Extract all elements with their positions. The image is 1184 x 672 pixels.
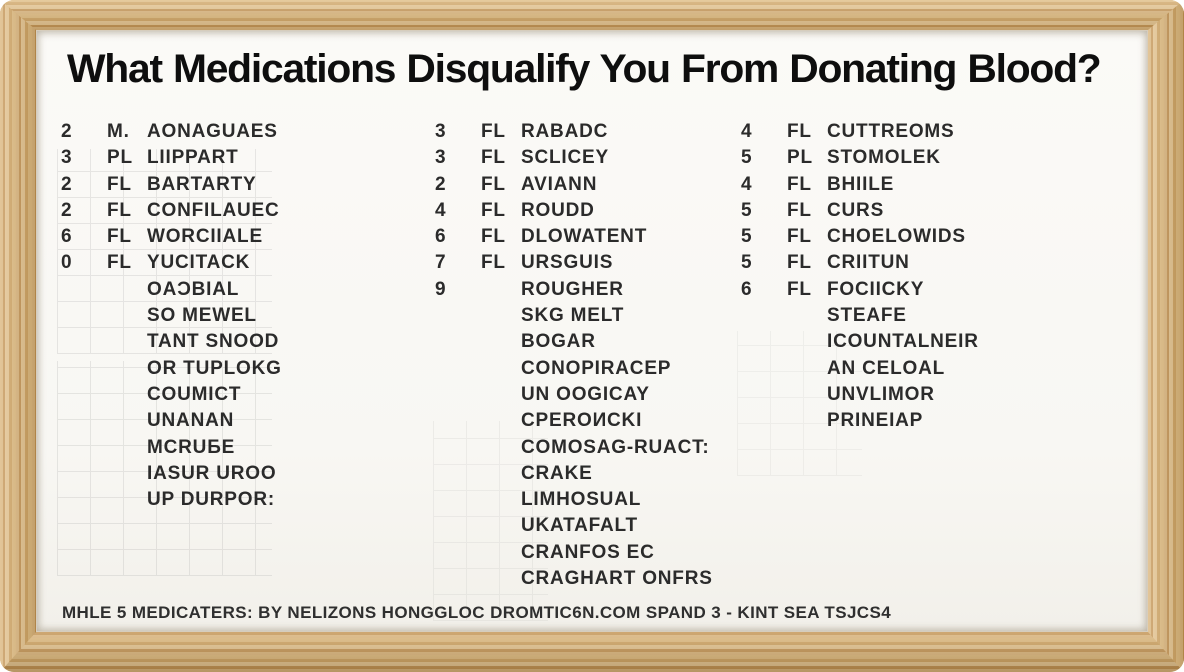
list-item (61, 408, 282, 434)
row-prefix (481, 435, 521, 461)
row-name: CRAKE (521, 462, 593, 484)
row-name: AVIANN (521, 173, 598, 195)
list-item (435, 356, 713, 382)
row-number (435, 356, 481, 382)
list-item (435, 303, 713, 329)
list-item (61, 250, 282, 276)
row-number (435, 540, 481, 566)
row-name: BARTARTY (147, 173, 257, 195)
row-name: ICOUNTALNEIR (827, 331, 979, 353)
list-item (61, 356, 282, 382)
row-number: 9 (435, 278, 447, 300)
row-prefix (481, 329, 521, 355)
row-name: CURS (827, 199, 885, 221)
row-prefix: FL (107, 173, 132, 195)
list-item (741, 224, 979, 250)
row-prefix (107, 408, 147, 434)
row-number (435, 487, 481, 513)
list-item (435, 119, 713, 145)
row-prefix (787, 408, 827, 434)
row-prefix: FL (107, 226, 132, 248)
row-number (61, 487, 107, 513)
footer-caption: MHLE 5 MEDICATERS: BY NELIZONS HONGGLOC DROMTIC6N.COM SPAND 3 - KINT SEA TSJCS4 (62, 603, 892, 622)
row-prefix: PL (107, 147, 133, 169)
row-prefix (481, 382, 521, 408)
row-prefix: FL (787, 173, 812, 195)
row-name: ROUGHER (521, 278, 624, 300)
row-name: BOGAR (521, 331, 596, 353)
row-prefix (481, 461, 521, 487)
list-item (435, 435, 713, 461)
row-name: DLOWATENT (521, 226, 648, 248)
list-item (435, 172, 713, 198)
row-number (435, 408, 481, 434)
row-name: UNVLIMOR (827, 383, 935, 405)
list-item (61, 461, 282, 487)
row-prefix: FL (787, 121, 812, 142)
medication-column-3 (741, 119, 979, 435)
row-number: 4 (435, 199, 447, 221)
row-prefix (481, 566, 521, 592)
row-name: TANT SNOOD (147, 331, 280, 353)
row-name: SCLICEY (521, 147, 609, 169)
row-number: 3 (61, 147, 73, 169)
row-number (61, 382, 107, 408)
row-prefix (787, 382, 827, 408)
list-item (435, 145, 713, 171)
list-item (435, 329, 713, 355)
row-name: COMOSAG-RUACT: (521, 436, 710, 458)
list-item (435, 487, 713, 513)
page-title: What Medications Disqualify You From Donating Blood? (67, 47, 1101, 91)
row-number (435, 329, 481, 355)
row-prefix: FL (107, 199, 132, 221)
row-prefix (107, 382, 147, 408)
row-name: WORCIIALE (147, 226, 263, 248)
frame-left-rail (0, 0, 36, 672)
row-number: 5 (741, 226, 753, 248)
row-number (61, 408, 107, 434)
frame-right-rail (1148, 0, 1184, 672)
row-prefix (107, 487, 147, 513)
row-number: 4 (741, 121, 753, 142)
row-number: 0 (61, 252, 73, 274)
row-number: 5 (741, 252, 753, 274)
list-item (61, 119, 282, 145)
row-prefix (107, 356, 147, 382)
row-prefix (481, 487, 521, 513)
row-name: LIMHOSUAL (521, 489, 642, 511)
row-name: IASUR UROO (147, 462, 277, 484)
row-prefix (107, 461, 147, 487)
row-number (61, 461, 107, 487)
row-name: CRANFOS EC (521, 541, 655, 563)
list-item (435, 277, 713, 303)
list-item (61, 198, 282, 224)
whiteboard (36, 30, 1148, 632)
row-number (435, 513, 481, 539)
row-name: UP DURPOR: (147, 489, 275, 511)
row-prefix (481, 408, 521, 434)
row-number: 7 (435, 252, 447, 274)
row-name: CONFILAUEC (147, 199, 280, 221)
row-name: ROUDD (521, 199, 595, 221)
row-number (435, 382, 481, 408)
list-item (61, 277, 282, 303)
list-item (741, 408, 979, 434)
row-number (61, 303, 107, 329)
list-item (435, 408, 713, 434)
medication-column-2 (435, 119, 713, 592)
row-number: 5 (741, 199, 753, 221)
list-item (741, 329, 979, 355)
row-number: 6 (61, 226, 73, 248)
list-item (435, 540, 713, 566)
list-item (435, 198, 713, 224)
row-number (61, 435, 107, 461)
row-prefix: FL (481, 199, 506, 221)
row-number (741, 382, 787, 408)
row-name: FOCIICKY (827, 278, 925, 300)
row-name: STOMOLEK (827, 147, 941, 169)
row-name: UNANAN (147, 410, 235, 432)
row-name: UKATAFALT (521, 515, 638, 537)
row-prefix: FL (107, 252, 132, 274)
row-prefix (107, 329, 147, 355)
row-number: 4 (741, 173, 753, 195)
row-name: OR TUPLOKG (147, 357, 282, 379)
row-number (435, 435, 481, 461)
list-item (435, 224, 713, 250)
row-name: UN OOGICAY (521, 383, 650, 405)
row-number (741, 408, 787, 434)
row-number: 5 (741, 147, 753, 169)
frame-bottom-rail (0, 632, 1184, 672)
list-item (435, 461, 713, 487)
row-number (61, 356, 107, 382)
list-item (741, 250, 979, 276)
row-number (741, 303, 787, 329)
row-name: COUMICT (147, 383, 242, 405)
row-prefix: FL (481, 226, 506, 248)
row-prefix: FL (787, 199, 812, 221)
list-item (61, 435, 282, 461)
row-name: CPEROИCKI (521, 410, 643, 432)
row-name: SKG MELT (521, 305, 625, 327)
list-item (61, 303, 282, 329)
medication-column-1 (61, 119, 282, 513)
row-prefix: FL (787, 278, 812, 300)
row-prefix (481, 513, 521, 539)
row-prefix: FL (481, 173, 506, 195)
row-prefix: FL (787, 252, 812, 274)
row-name: RABADC (521, 121, 609, 142)
list-item (61, 224, 282, 250)
row-name: AN CELOAL (827, 357, 946, 379)
row-number: 3 (435, 147, 447, 169)
list-item (741, 382, 979, 408)
row-number: 2 (61, 173, 73, 195)
list-item (435, 566, 713, 592)
row-prefix (481, 356, 521, 382)
row-prefix (107, 303, 147, 329)
list-item (435, 250, 713, 276)
row-name: LIIPPART (147, 147, 239, 169)
row-prefix (481, 277, 521, 303)
row-prefix: FL (481, 147, 506, 169)
row-number: 3 (435, 121, 447, 142)
row-name: CHOELOWIDS (827, 226, 966, 248)
row-prefix: FL (481, 121, 506, 142)
row-number: 2 (435, 173, 447, 195)
row-number: 2 (61, 199, 73, 221)
list-item (741, 277, 979, 303)
row-number (61, 277, 107, 303)
row-name: SO MEWEL (147, 305, 257, 327)
row-number (741, 329, 787, 355)
list-item (741, 119, 979, 145)
row-name: OAƆBIAL (147, 278, 240, 300)
list-item (741, 356, 979, 382)
row-name: BHIILE (827, 173, 895, 195)
row-number (61, 329, 107, 355)
row-number (741, 356, 787, 382)
row-prefix (787, 356, 827, 382)
row-name: CUTTREOMS (827, 121, 955, 142)
row-prefix: FL (787, 226, 812, 248)
row-name: YUCITACK (147, 252, 251, 274)
row-number: 6 (435, 226, 447, 248)
row-number: 6 (741, 278, 753, 300)
row-prefix (787, 303, 827, 329)
list-item (741, 198, 979, 224)
row-name: AONAGUAES (147, 121, 278, 142)
list-item (61, 382, 282, 408)
list-item (741, 303, 979, 329)
row-prefix: FL (481, 252, 506, 274)
row-number (435, 303, 481, 329)
row-name: CONOPIRACEP (521, 357, 672, 379)
row-prefix (481, 540, 521, 566)
row-prefix (107, 435, 147, 461)
row-number (435, 566, 481, 592)
row-number: 2 (61, 121, 73, 142)
list-item (61, 145, 282, 171)
list-item (61, 487, 282, 513)
row-name: CRIITUN (827, 252, 910, 274)
list-item (741, 172, 979, 198)
row-prefix (107, 277, 147, 303)
row-prefix: PL (787, 147, 813, 169)
row-name: MCRUБE (147, 436, 236, 458)
list-item (741, 145, 979, 171)
row-prefix: M. (107, 121, 130, 142)
list-item (435, 382, 713, 408)
row-name: CRAGHART ONFRS (521, 568, 713, 590)
row-name: STEAFE (827, 305, 907, 327)
row-prefix (787, 329, 827, 355)
list-item (435, 513, 713, 539)
frame-top-rail (0, 0, 1184, 30)
row-name: URSGUIS (521, 252, 614, 274)
row-name: PRINEIAP (827, 410, 924, 432)
row-number (435, 461, 481, 487)
list-item (61, 172, 282, 198)
row-prefix (481, 303, 521, 329)
list-item (61, 329, 282, 355)
